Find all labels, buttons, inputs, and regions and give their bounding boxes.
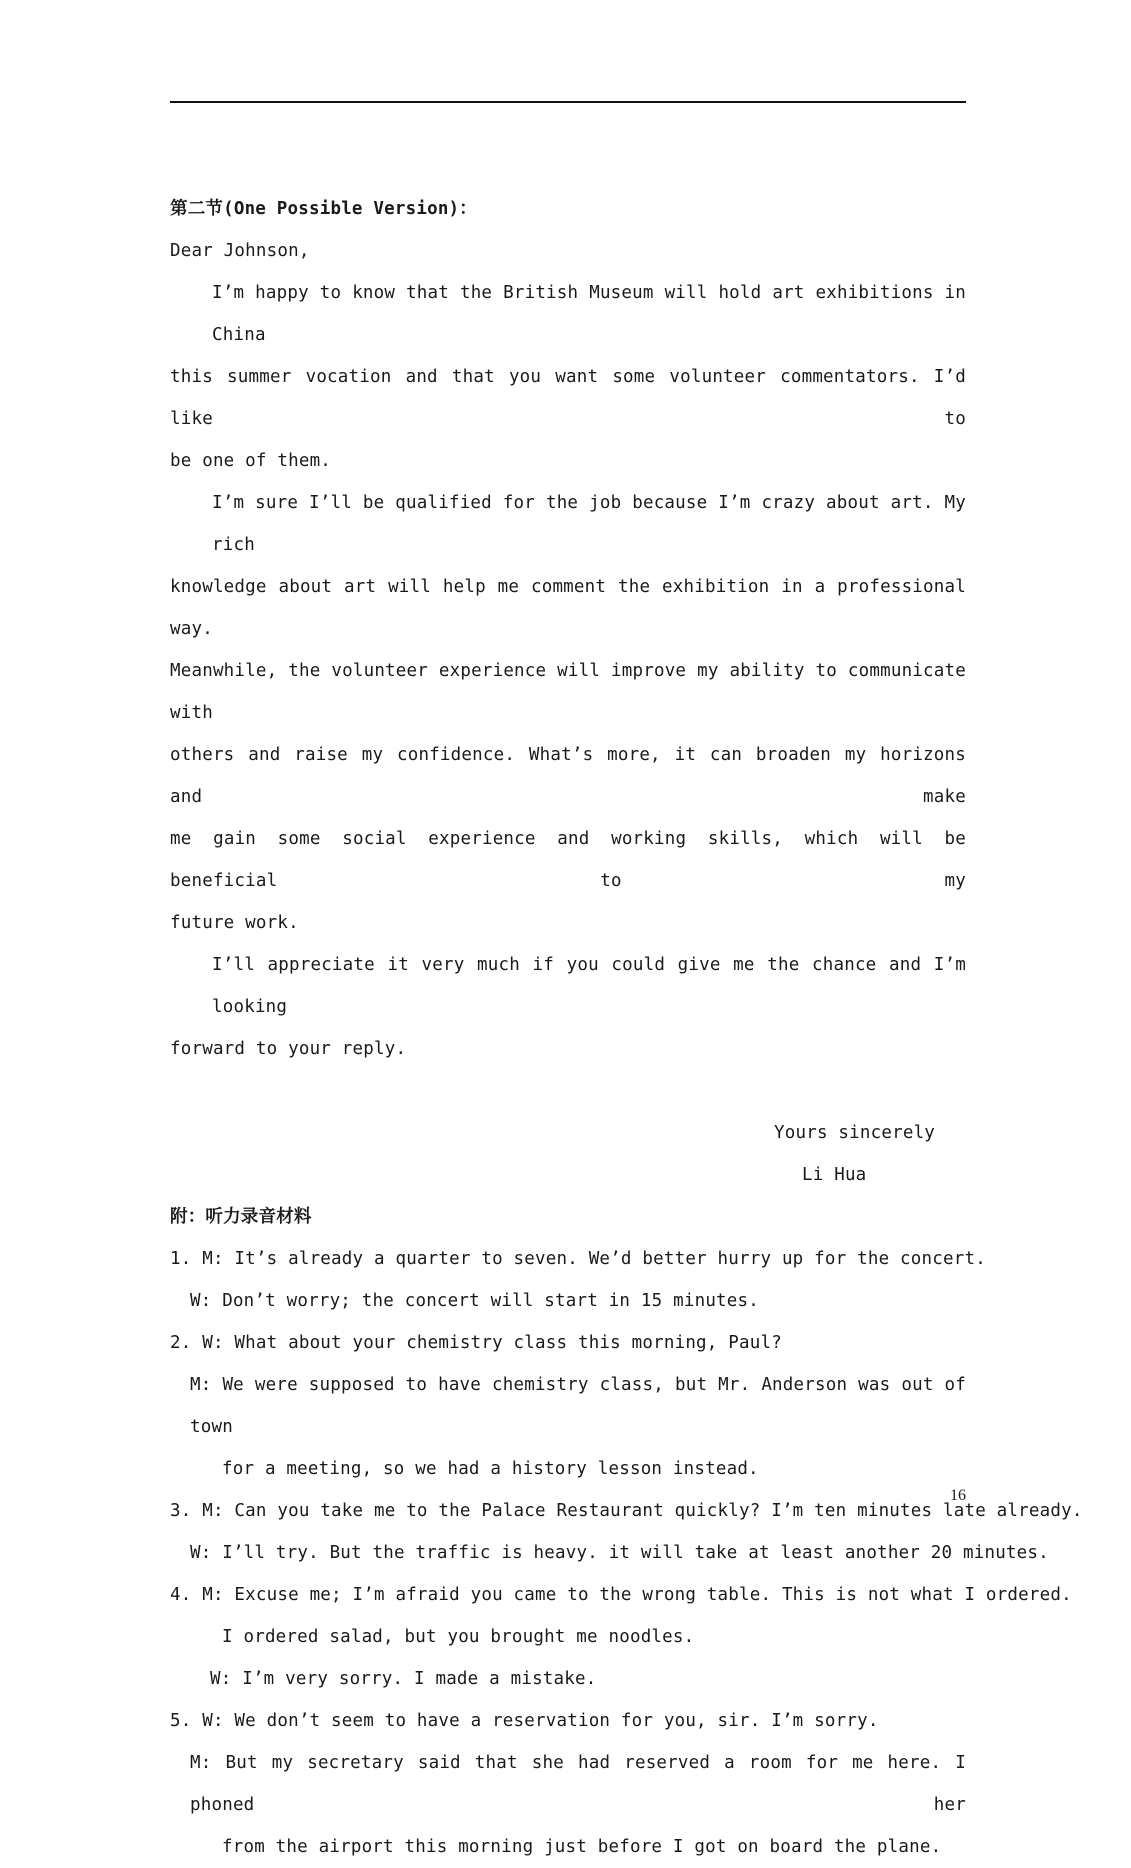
letter-p3-line2: forward to your reply.: [170, 1039, 407, 1059]
letter-p2-line5: me gain some social experience and working skills, which will be beneficial to my: [170, 829, 966, 891]
appendix-heading: 附：听力录音材料: [170, 1207, 312, 1227]
transcript-line: 5. W: We don’t seem to have a reservation for you, sir. I’m sorry.: [170, 1711, 879, 1731]
letter-spacer: [170, 1070, 966, 1112]
letter-p2-line3: Meanwhile, the volunteer experience will improve my ability to communicate with: [170, 661, 966, 723]
header-rule: [170, 101, 966, 103]
letter-p2-line1: I’m sure I’ll be qualified for the job because I’m crazy about art. My rich: [212, 493, 966, 555]
transcript-line: M: But my secretary said that she had reserved a room for me here. I phoned her: [190, 1753, 966, 1815]
letter-signature: Li Hua: [802, 1165, 867, 1185]
transcript-line: 2. W: What about your chemistry class this morning, Paul?: [170, 1333, 782, 1353]
letter-p2-line2: knowledge about art will help me comment the exhibition in a professional way.: [170, 577, 966, 639]
transcript-line: M: We were supposed to have chemistry class, but Mr. Anderson was out of town: [190, 1375, 966, 1437]
transcript-line: W: Don’t worry; the concert will start in 15 minutes.: [190, 1291, 760, 1311]
transcript-line: 1. M: It’s already a quarter to seven. We’d better hurry up for the concert.: [170, 1249, 986, 1269]
transcript-line: I ordered salad, but you brought me noodles.: [222, 1627, 695, 1647]
transcript-line: 3. M: Can you take me to the Palace Restaurant quickly? I’m ten minutes late already.: [170, 1501, 1083, 1521]
transcript-line: for a meeting, so we had a history lesson instead.: [222, 1459, 759, 1479]
letter-p3-line1: I’ll appreciate it very much if you could give me the chance and I’m looking: [212, 955, 966, 1017]
page-content: [170, 188, 1083, 1868]
transcript-line: W: I’ll try. But the traffic is heavy. it will take at least another 20 minutes.: [190, 1543, 1049, 1563]
letter-p2-line6: future work.: [170, 913, 299, 933]
page-number: 16: [950, 1487, 966, 1504]
letter-p2-line4: others and raise my confidence. What’s more, it can broaden my horizons and make: [170, 745, 966, 807]
letter-closing: Yours sincerely: [774, 1123, 936, 1143]
letter-p1-line2: this summer vocation and that you want some volunteer commentators. I’d like to: [170, 367, 966, 429]
transcript-line: W: I’m very sorry. I made a mistake.: [210, 1669, 597, 1689]
letter-salutation: Dear Johnson,: [170, 241, 310, 261]
section-heading: 第二节(One Possible Version)：: [170, 199, 477, 219]
transcript-line: from the airport this morning just before I got on board the plane.: [222, 1837, 942, 1857]
transcript-line: 4. M: Excuse me; I’m afraid you came to the wrong table. This is not what I ordered.: [170, 1585, 1072, 1605]
letter-p1-line3: be one of them.: [170, 451, 332, 471]
letter-p1-line1: I’m happy to know that the British Museum will hold art exhibitions in China: [212, 283, 966, 345]
